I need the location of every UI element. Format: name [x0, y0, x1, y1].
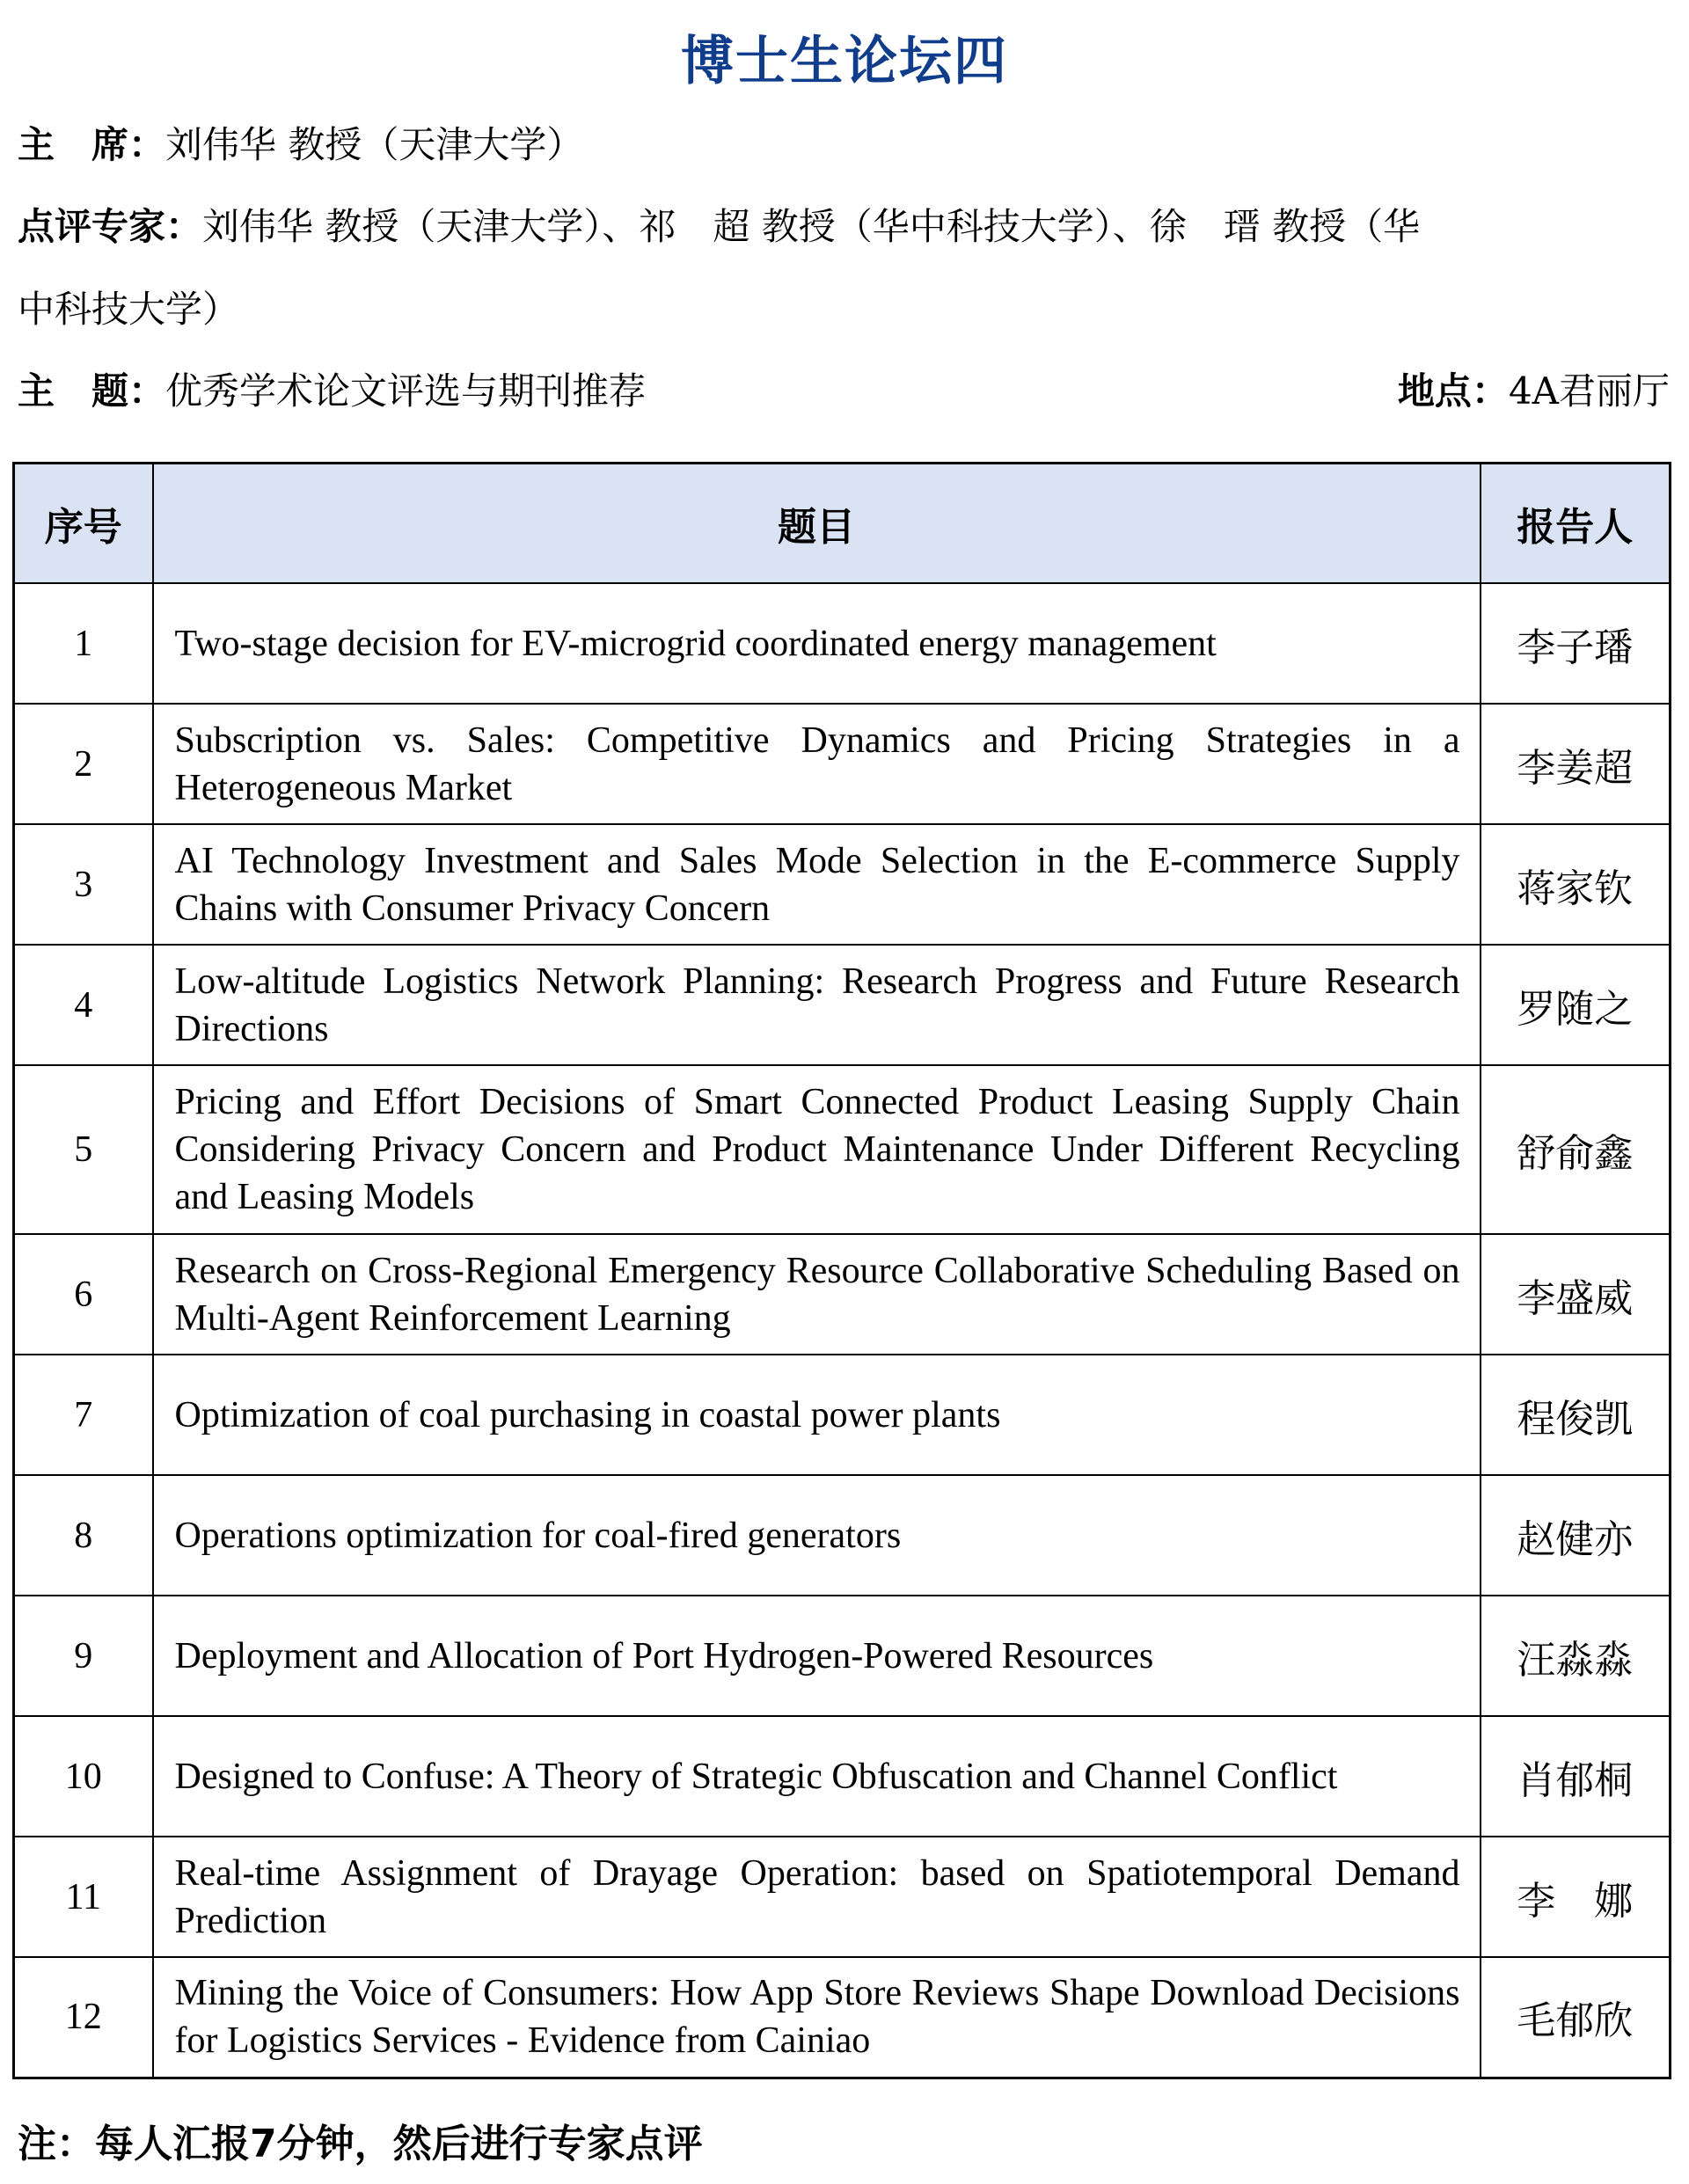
row-speaker: 毛郁欣 — [1481, 1957, 1671, 2078]
chair-label: 主 席： — [18, 123, 166, 166]
row-speaker: 李姜超 — [1481, 704, 1671, 824]
row-topic: Two-stage decision for EV-microgrid coordinated energy management — [153, 583, 1481, 704]
table-header-row — [14, 464, 1671, 584]
row-topic: Designed to Confuse: A Theory of Strategic Obfuscation and Channel Conflict — [153, 1716, 1481, 1837]
location-value: 4A君丽厅 — [1508, 369, 1670, 413]
table-row — [14, 945, 1671, 1065]
location-label: 地点： — [1397, 369, 1509, 413]
table-row — [14, 1837, 1671, 1957]
chair-line — [18, 119, 583, 172]
footnote: 注：每人汇报7分钟，然后进行专家点评 — [18, 2122, 703, 2166]
row-topic: Subscription vs. Sales: Competitive Dynamics and Pricing Strategies in a Heterogeneous Market — [153, 704, 1481, 824]
schedule-table — [12, 462, 1671, 2079]
row-number: 4 — [14, 945, 153, 1065]
header-topic: 题目 — [153, 464, 1481, 584]
row-speaker: 李子璠 — [1481, 583, 1671, 704]
row-topic: AI Technology Investment and Sales Mode Selection in the E-commerce Supply Chains with Consumer Privacy Concern — [153, 824, 1481, 945]
table-row — [14, 1355, 1671, 1475]
location — [1398, 365, 1670, 418]
row-speaker: 舒俞鑫 — [1481, 1065, 1671, 1234]
row-speaker: 蒋家钦 — [1481, 824, 1671, 945]
row-speaker: 李 娜 — [1481, 1837, 1671, 1957]
row-topic: Low-altitude Logistics Network Planning: Research Progress and Future Research Directions — [153, 945, 1481, 1065]
row-topic: Research on Cross-Regional Emergency Resource Collaborative Scheduling Based on Multi-Agent Reinforcement Learning — [153, 1234, 1481, 1355]
table-row — [14, 704, 1671, 824]
row-number: 5 — [14, 1065, 153, 1234]
row-speaker: 程俊凯 — [1481, 1355, 1671, 1475]
page-title: 博士生论坛四 — [681, 31, 1008, 92]
theme-label: 主 题： — [18, 369, 166, 413]
reviewers-value: 刘伟华 教授（天津大学）、祁 超 教授（华中科技大学）、徐 瑨 教授（华 — [202, 205, 1421, 248]
row-number: 1 — [14, 583, 153, 704]
row-topic: Optimization of coal purchasing in coastal power plants — [153, 1355, 1481, 1475]
row-speaker: 赵健亦 — [1481, 1475, 1671, 1596]
row-number: 9 — [14, 1596, 153, 1716]
table-row — [14, 1957, 1671, 2078]
table-row — [14, 1596, 1671, 1716]
table-row — [14, 583, 1671, 704]
table-row — [14, 1234, 1671, 1355]
row-number: 12 — [14, 1957, 153, 2078]
row-speaker: 李盛威 — [1481, 1234, 1671, 1355]
row-number: 8 — [14, 1475, 153, 1596]
row-topic: Pricing and Effort Decisions of Smart Connected Product Leasing Supply Chain Considering Privacy Concern and Product Maintenance Under Different Recycling and Leasing Models — [153, 1065, 1481, 1234]
reviewers-line-continued: 中科技大学） — [18, 288, 240, 331]
row-speaker: 罗随之 — [1481, 945, 1671, 1065]
row-number: 6 — [14, 1234, 153, 1355]
row-speaker: 肖郁桐 — [1481, 1716, 1671, 1837]
row-number: 7 — [14, 1355, 153, 1475]
row-number: 11 — [14, 1837, 153, 1957]
row-topic: Mining the Voice of Consumers: How App Store Reviews Shape Download Decisions for Logistics Services - Evidence from Cainiao — [153, 1957, 1481, 2078]
reviewers-label: 点评专家： — [18, 205, 203, 248]
table-row — [14, 1065, 1671, 1234]
theme-value: 优秀学术论文评选与期刊推荐 — [165, 369, 647, 413]
chair-value: 刘伟华 教授（天津大学） — [165, 123, 584, 166]
header-speaker: 报告人 — [1481, 464, 1671, 584]
row-number: 2 — [14, 704, 153, 824]
table-row — [14, 1716, 1671, 1837]
row-topic: Operations optimization for coal-fired generators — [153, 1475, 1481, 1596]
theme-line — [18, 365, 646, 418]
row-topic: Real-time Assignment of Drayage Operation: based on Spatiotemporal Demand Prediction — [153, 1837, 1481, 1957]
row-speaker: 汪淼淼 — [1481, 1596, 1671, 1716]
row-number: 10 — [14, 1716, 153, 1837]
row-number: 3 — [14, 824, 153, 945]
header-number: 序号 — [14, 464, 153, 584]
row-topic: Deployment and Allocation of Port Hydrogen-Powered Resources — [153, 1596, 1481, 1716]
reviewers-line — [18, 201, 1420, 253]
table-row — [14, 824, 1671, 945]
table-row — [14, 1475, 1671, 1596]
